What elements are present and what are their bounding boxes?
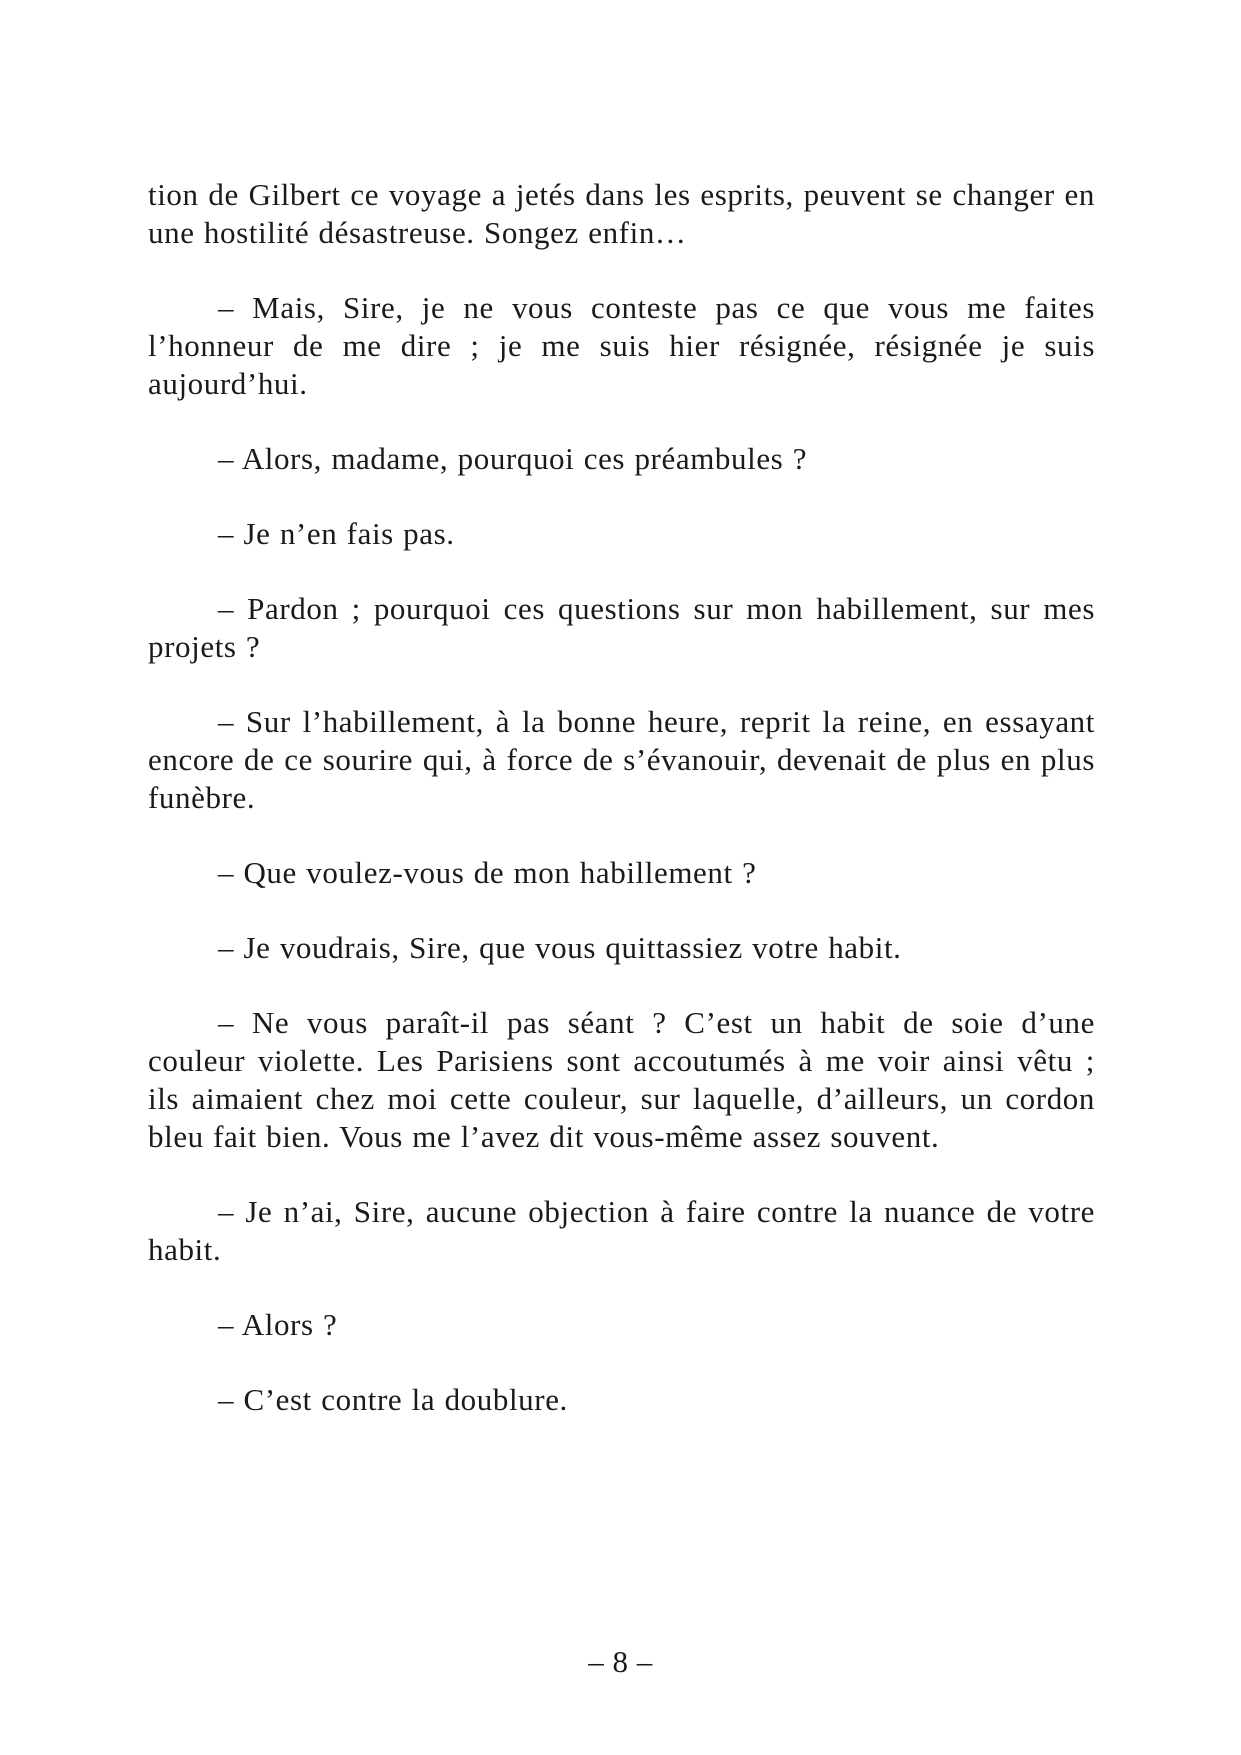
paragraph: – Je voudrais, Sire, que vous quittassiez votre habit. xyxy=(218,930,902,965)
paragraph: – Je n’ai, Sire, aucune objection à faire contre la nuance de votre habit. xyxy=(148,1194,1095,1267)
paragraph: – Ne vous paraît-il pas séant ? C’est un habit de soie d’une couleur violette. Les Parisiens sont accoutumés à me voir ainsi vêtu ; ils aimaient chez moi cette couleur, sur laquelle, d’ailleurs, un cordon bleu fait bien. Vous me l’avez dit vous-même assez souvent. xyxy=(148,1005,1095,1154)
paragraph: – Que voulez-vous de mon habillement ? xyxy=(218,855,757,890)
paragraph: – C’est contre la doublure. xyxy=(218,1382,568,1417)
paragraph: – Alors, madame, pourquoi ces préambules ? xyxy=(218,441,808,476)
paragraph: – Mais, Sire, je ne vous conteste pas ce que vous me faites l’honneur de me dire ; je me suis hier résignée, résignée je suis aujourd’hui. xyxy=(148,290,1095,401)
paragraph: – Pardon ; pourquoi ces questions sur mon habillement, sur mes projets ? xyxy=(148,591,1095,664)
page-number: – 8 – xyxy=(588,1644,653,1679)
page-body xyxy=(148,176,1095,1456)
paragraph: – Alors ? xyxy=(218,1307,338,1342)
paragraph: – Je n’en fais pas. xyxy=(218,516,455,551)
paragraph: – Sur l’habillement, à la bonne heure, reprit la reine, en essayant encore de ce sourire qui, à force de s’évanouir, devenait de plus en plus funèbre. xyxy=(148,704,1095,815)
paragraph: tion de Gilbert ce voyage a jetés dans les esprits, peuvent se changer en une hostilité désastreuse. Songez enfin… xyxy=(148,177,1095,250)
